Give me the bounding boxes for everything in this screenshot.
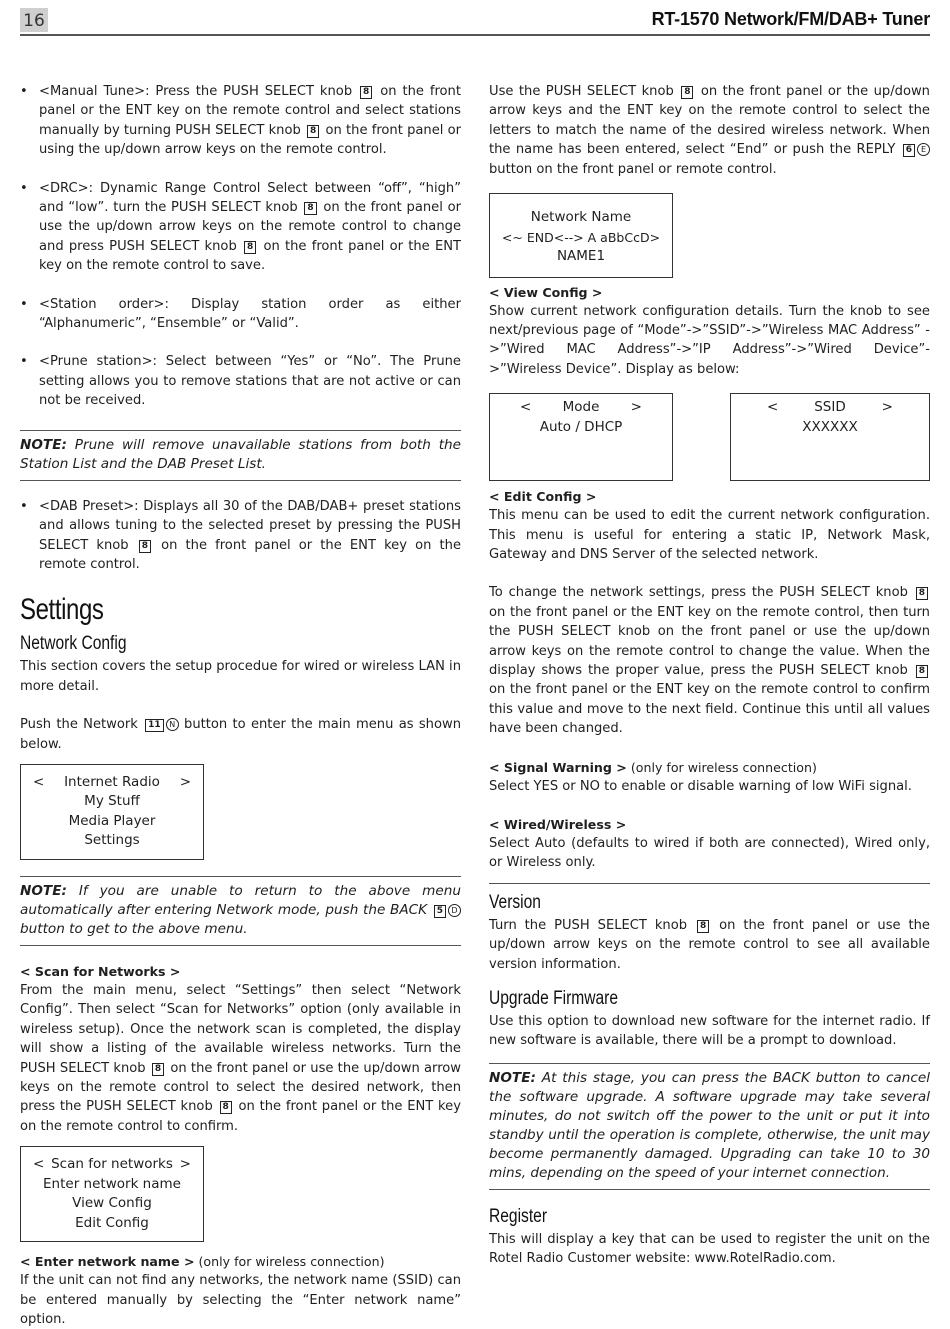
signal-warning-heading: < Signal Warning > (only for wireless connection) <box>489 759 817 775</box>
network-key-icon: 11 <box>145 719 164 732</box>
view-config-text: Show current network configuration details. Turn the knob to see next/previous page of “Mode”->”SSID”->”Wireless MAC Address” ->”Wired MAC Address”->”IP Address”->”Wired Device”->”Wireless Device”. Display as below: <box>489 303 930 377</box>
register-heading: Register <box>489 1205 548 1227</box>
bullet-dab-preset: • <DAB Preset>: Displays all 30 of the DAB/DAB+ preset stations and allows tuning to the selected preset by pressing the PUSH SELECT knob 8 on the front panel or the ENT key on the remote control. <box>20 497 461 575</box>
reply-circle-icon: E <box>917 143 930 156</box>
network-config-text: This section covers the setup procedue for wired or wireless LAN in more detail. <box>20 659 461 694</box>
upgrade-firmware-text: Use this option to download new software for the internet radio. If new software is available, there will be a prompt to download. <box>489 1014 930 1049</box>
enter-letters-text: Use the PUSH SELECT knob 8 on the front panel or the up/down arrow keys and the ENT key on the remote control to select the letters to match the name of the desired wireless network. When the name has been entered, select “End” or push the REPLY 6 E button on the front panel or remote control. <box>489 84 930 177</box>
knob-key-icon: 8 <box>139 540 151 553</box>
knob-key-icon: 8 <box>681 86 693 99</box>
lcd-mode: < Mode > Auto / DHCP <box>489 393 673 481</box>
scan-networks-text: From the main menu, select “Settings” then select “Network Config”. Then select “Scan for Networks” option (only available in wireless setup). Once the network scan is completed, the display will show a listing of the available wireless networks. Turn the PUSH SELECT knob 8 on the front panel or use the up/down arrow keys on the remote control to select the desired network, then press the PUSH SELECT knob 8 on the front panel or the ENT key on the remote control to confirm. <box>20 982 462 1134</box>
version-heading: Version <box>489 891 541 913</box>
note-prune: NOTE: Prune will remove unavailable stations from both the Station List and the DAB Preset List. <box>20 430 461 481</box>
page-header <box>20 6 930 36</box>
knob-key-icon: 8 <box>304 202 316 215</box>
enter-network-name-heading: < Enter network name > (only for wireless connection) <box>20 1254 385 1270</box>
knob-key-icon: 8 <box>307 125 319 138</box>
bullet-manual-tune: • <Manual Tune>: Press the PUSH SELECT knob 8 on the front panel or the ENT key on the remote control and select stations manually by turning PUSH SELECT knob 8 on the front panel or using the up/down arrow keys on the remote control. <box>20 82 461 160</box>
bullet-prune-station: • <Prune station>: Select between “Yes” or “No”. The Prune setting allows you to remove stations that are not active or can not be received. <box>20 352 461 410</box>
wired-wireless-text: Select Auto (defaults to wired if both are connected), Wired only, or Wireless only. <box>489 836 930 871</box>
lcd-ssid: < SSID > XXXXXX <box>730 393 930 481</box>
change-settings-text: To change the network settings, press the PUSH SELECT knob 8 on the front panel or the ENT key on the remote control, then turn the PUSH SELECT knob on the front panel or use the up/down arrow keys on the remote control to change the value. When the display shows the proper value, press the PUSH SELECT knob 8 on the front panel or the ENT key on the remote control to confirm this value and move to the next field. Continue this until all values have been changed. <box>489 585 930 737</box>
network-config-heading: Network Config <box>20 633 127 655</box>
note-back-button: NOTE: If you are unable to return to the above menu automatically after entering Network mode, push the BACK 5 D button to get to the above menu. <box>20 876 461 946</box>
bullet-station-order: • <Station order>: Display station order as either “Alphanumeric”, “Ensemble” or “Valid”. <box>20 295 461 334</box>
manual-title: RT-1570 Network/FM/DAB+ Tuner <box>651 9 930 29</box>
version-text: Turn the PUSH SELECT knob 8 on the front panel or use the up/down arrow keys on the remote control to see all available version information. <box>489 917 930 972</box>
edit-config-text: This menu can be used to edit the current network configuration. This menu is useful for entering a static IP, Network Mask, Gateway and DNS Server of the selected network. <box>489 508 930 562</box>
view-config-heading: < View Config > <box>489 284 603 300</box>
register-text: This will display a key that can be used to register the unit on the Rotel Radio Customer website: www.RotelRadio.com. <box>489 1231 930 1267</box>
knob-key-icon: 8 <box>916 665 928 678</box>
knob-key-icon: 8 <box>916 587 928 600</box>
signal-warning-text: Select YES or NO to enable or disable warning of low WiFi signal. <box>489 778 912 794</box>
knob-key-icon: 8 <box>152 1063 164 1076</box>
right-column <box>489 82 930 1269</box>
lcd-network-name: Network Name <~ END<--> A aBbCcD> NAME1 <box>489 193 673 278</box>
push-network-text: Push the Network 11 N button to enter the main menu as shown below. <box>20 717 462 752</box>
knob-key-icon: 8 <box>244 241 256 254</box>
enter-network-name-text: If the unit can not find any networks, the network name (SSID) can be entered manually by selecting the “Enter network name” option. <box>20 1273 461 1327</box>
scan-networks-heading: < Scan for Networks > <box>20 963 181 979</box>
note-upgrade: NOTE: At this stage, you can press the BACK button to cancel the software upgrade. A software upgrade may take several minutes, do not switch off the power to the unit or put it into standby until the operation is complete, otherwise, the unit may become permanently damaged. Upgrading can take 10 to 30 mins, depending on the speed of your internet connection. <box>489 1063 930 1190</box>
page-number: 16 <box>20 8 48 32</box>
wired-wireless-heading: < Wired/Wireless > <box>489 817 627 833</box>
back-key-icon: 5 <box>434 905 446 918</box>
lcd-scan-menu: < Scan for networks > Enter network name View Config Edit Config <box>20 1146 204 1242</box>
lcd-main-menu: < Internet Radio > My Stuff Media Player Settings <box>20 764 204 860</box>
bullet-drc: • <DRC>: Dynamic Range Control Select between “off”, “high” and “low”. turn the PUSH SELECT knob 8 on the front panel or use the up/down arrow keys on the remote control to change and press PUSH SELECT knob 8 on the front panel or the ENT key on the remote control to save. <box>20 179 461 276</box>
network-circle-icon: N <box>166 718 179 731</box>
config-displays <box>489 393 930 481</box>
reply-key-icon: 6 <box>903 144 915 157</box>
settings-heading: Settings <box>20 593 104 627</box>
edit-config-heading: < Edit Config > <box>489 489 597 505</box>
upgrade-firmware-heading: Upgrade Firmware <box>489 988 619 1010</box>
back-circle-icon: D <box>448 904 461 917</box>
left-column <box>20 82 461 1329</box>
knob-key-icon: 8 <box>697 920 709 933</box>
knob-key-icon: 8 <box>220 1101 232 1114</box>
knob-key-icon: 8 <box>360 86 372 99</box>
